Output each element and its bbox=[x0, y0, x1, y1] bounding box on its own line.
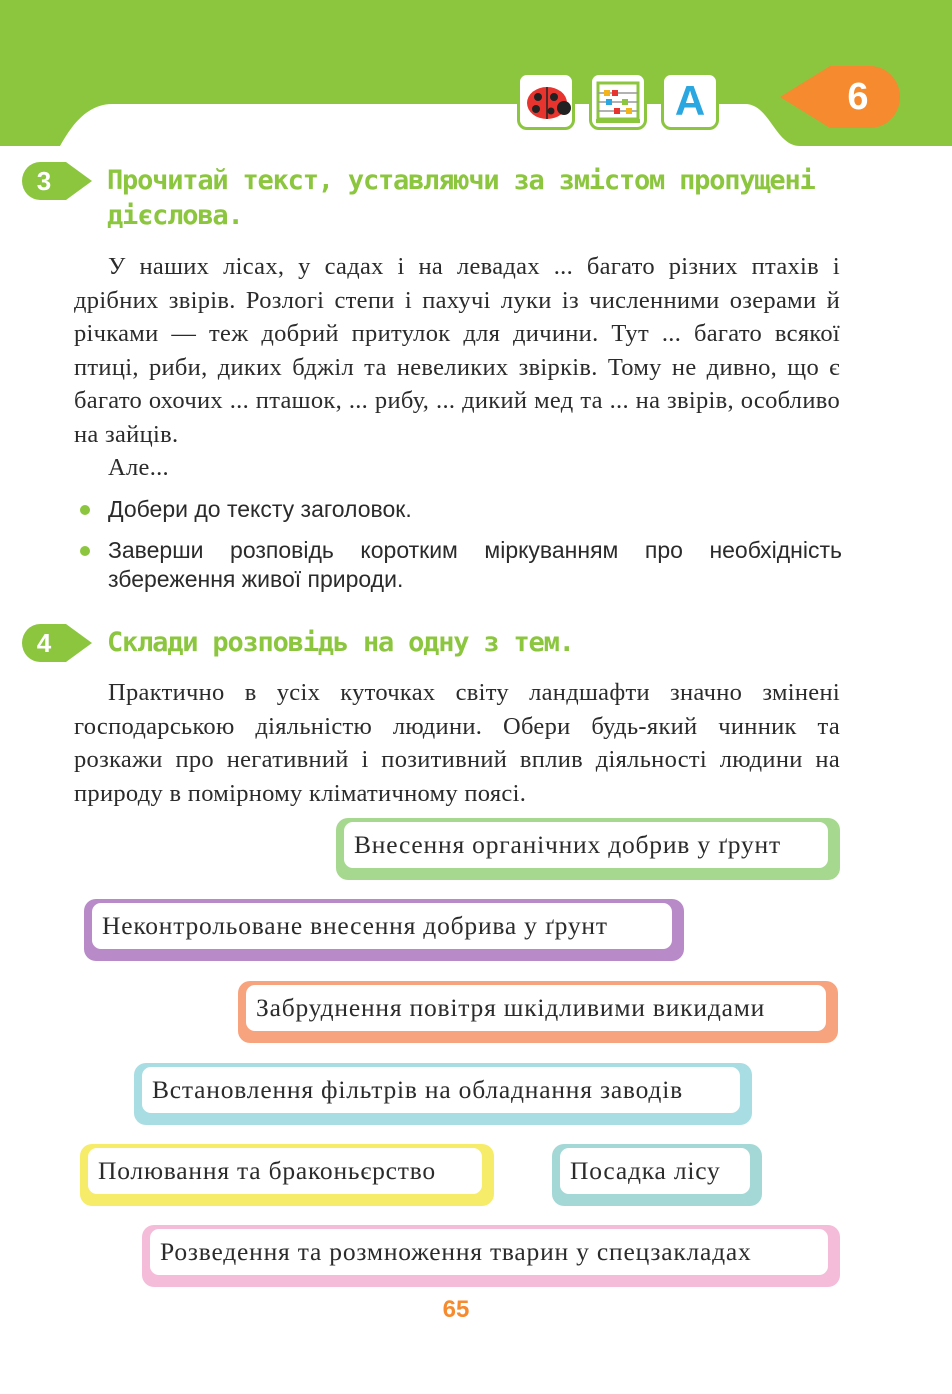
list-item bbox=[80, 536, 842, 594]
topic-label: Розведення та розмноження тварин у спецзакладах bbox=[160, 1237, 752, 1266]
chapter-number: 6 bbox=[847, 76, 869, 118]
topic-card bbox=[80, 1144, 494, 1206]
task-4-badge bbox=[22, 624, 92, 662]
task-3-paragraph-end: Але... bbox=[108, 454, 169, 481]
topic-label: Встановлення фільтрів на обладнання заводів bbox=[152, 1075, 683, 1104]
topic-card bbox=[238, 981, 838, 1043]
task-3-number: 3 bbox=[36, 166, 52, 196]
topic-card bbox=[134, 1063, 752, 1125]
topic-label: Полювання та браконьєрство bbox=[98, 1156, 436, 1185]
bullet-text: Добери до тексту заголовок. bbox=[108, 496, 412, 522]
bullet-text: Заверши розповідь коротким міркуванням про необхідність збереження живої природи. bbox=[108, 537, 842, 592]
task-3-badge bbox=[22, 162, 92, 200]
topic-label: Внесення органічних добрив у ґрунт bbox=[354, 830, 781, 859]
page-header bbox=[0, 0, 952, 160]
bullet-icon bbox=[80, 546, 90, 556]
task-3-paragraph: У наших лісах, у садах і на левадах ... багато різних птахів і дрібних звірів. Розлогі степи і пахучі луки із численними озерами й річками — теж добрий притулок для дичини. Тут ... багато всякої птиці, риби, диких бджіл та невеликих звірків. Тому не дивно, що є багато охочих ... пташок, ... рибу, ... дикий мед та ... на звірів, особливо на зайців. bbox=[74, 253, 840, 448]
task-4-title: Склади розповідь на одну з тем. bbox=[107, 627, 574, 658]
topic-label: Забруднення повітря шкідливими викидами bbox=[256, 993, 766, 1022]
task-4-number: 4 bbox=[36, 628, 52, 658]
chapter-badge bbox=[0, 0, 952, 160]
letter-a-label: A bbox=[674, 77, 706, 124]
topic-label: Посадка лісу bbox=[570, 1156, 721, 1185]
task-3-title: Прочитай текст, уставляючи за змістом пропущені дієслова. bbox=[107, 165, 815, 231]
topic-card bbox=[336, 818, 840, 880]
task-4-paragraph: Практично в усіх куточках світу ландшафти значно змінені господарською діяльністю людини. Обери будь-який чинник та розкажи про негативний і позитивний вплив діяльності людини на природу в помірному кліматичному поясі. bbox=[74, 679, 840, 807]
topic-card bbox=[142, 1225, 840, 1287]
bullet-icon bbox=[80, 505, 90, 515]
topic-label: Неконтрольоване внесення добрива у ґрунт bbox=[102, 911, 608, 940]
topic-card bbox=[552, 1144, 762, 1206]
page-number: 65 bbox=[442, 1296, 470, 1323]
topic-card bbox=[84, 899, 684, 961]
list-item bbox=[80, 495, 842, 524]
